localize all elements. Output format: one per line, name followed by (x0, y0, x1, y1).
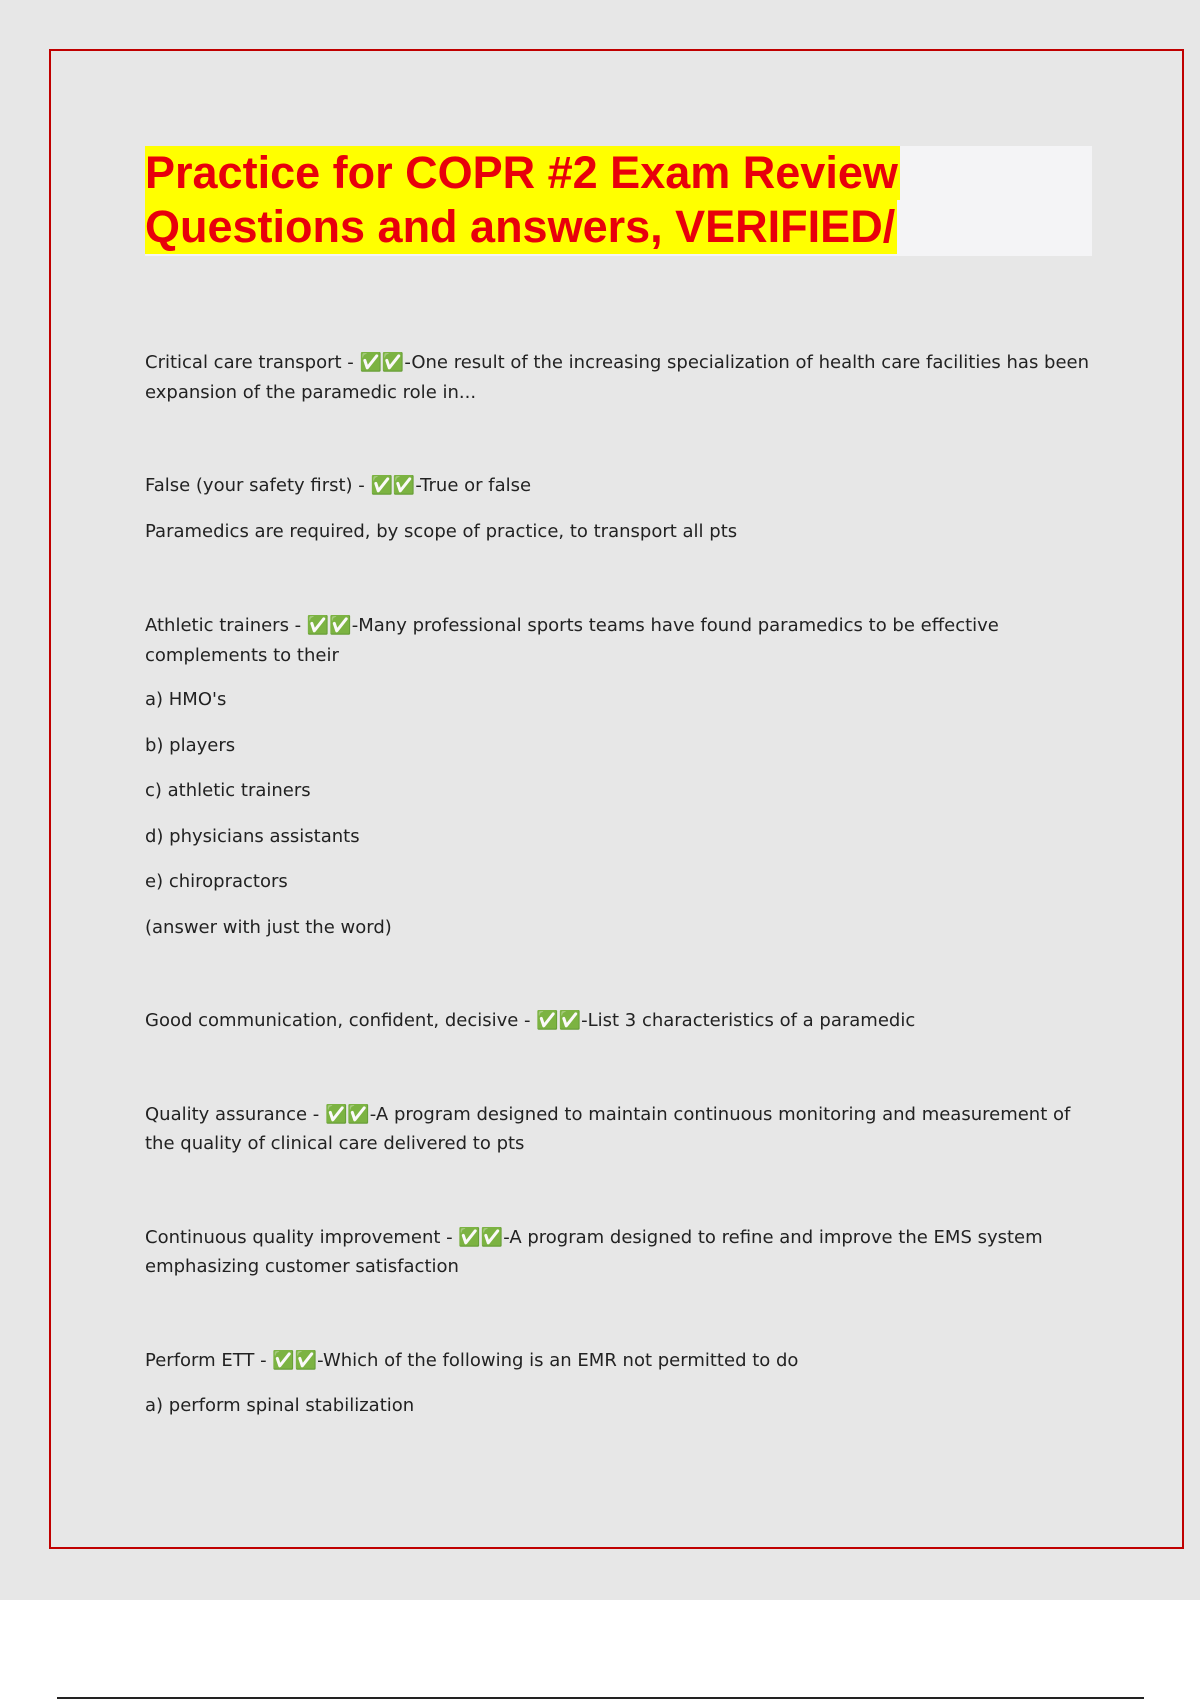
qa-option: d) physicians assistants (145, 826, 360, 847)
qa-line: Athletic trainers - ✅✅-Many professional sports teams have found paramedics to be effective (145, 615, 999, 636)
qa-line: False (your safety first) - ✅✅-True or false (145, 475, 532, 496)
qa-line: (answer with just the word) (145, 917, 392, 938)
qa-line: Critical care transport - ✅✅-One result of the increasing specialization of health care facilities has been (145, 352, 1090, 373)
title-line-2: Questions and answers, VERIFIED/ (145, 201, 896, 252)
title-line-1: Practice for COPR #2 Exam Review (145, 147, 898, 198)
document-title (145, 146, 900, 254)
qa-option: b) players (145, 735, 236, 756)
qa-option: a) perform spinal stabilization (145, 1395, 415, 1416)
qa-line: Good communication, confident, decisive - ✅✅-List 3 characteristics of a paramedic (145, 1010, 916, 1031)
qa-line: Perform ETT - ✅✅-Which of the following is an EMR not permitted to do (145, 1350, 799, 1371)
qa-line: emphasizing customer satisfaction (145, 1256, 459, 1277)
qa-line: expansion of the paramedic role in... (145, 382, 477, 403)
qa-option: a) HMO's (145, 689, 227, 710)
qa-line: Paramedics are required, by scope of practice, to transport all pts (145, 521, 738, 542)
qa-line: the quality of clinical care delivered to pts (145, 1133, 525, 1154)
qa-line: Continuous quality improvement - ✅✅-A program designed to refine and improve the EMS system (145, 1227, 1043, 1248)
footer-rule (57, 1697, 1144, 1699)
qa-line: Quality assurance - ✅✅-A program designed to maintain continuous monitoring and measurement of (145, 1104, 1071, 1125)
qa-option: c) athletic trainers (145, 780, 311, 801)
title-block (145, 146, 1092, 256)
qa-option: e) chiropractors (145, 871, 288, 892)
qa-line: complements to their (145, 645, 339, 666)
